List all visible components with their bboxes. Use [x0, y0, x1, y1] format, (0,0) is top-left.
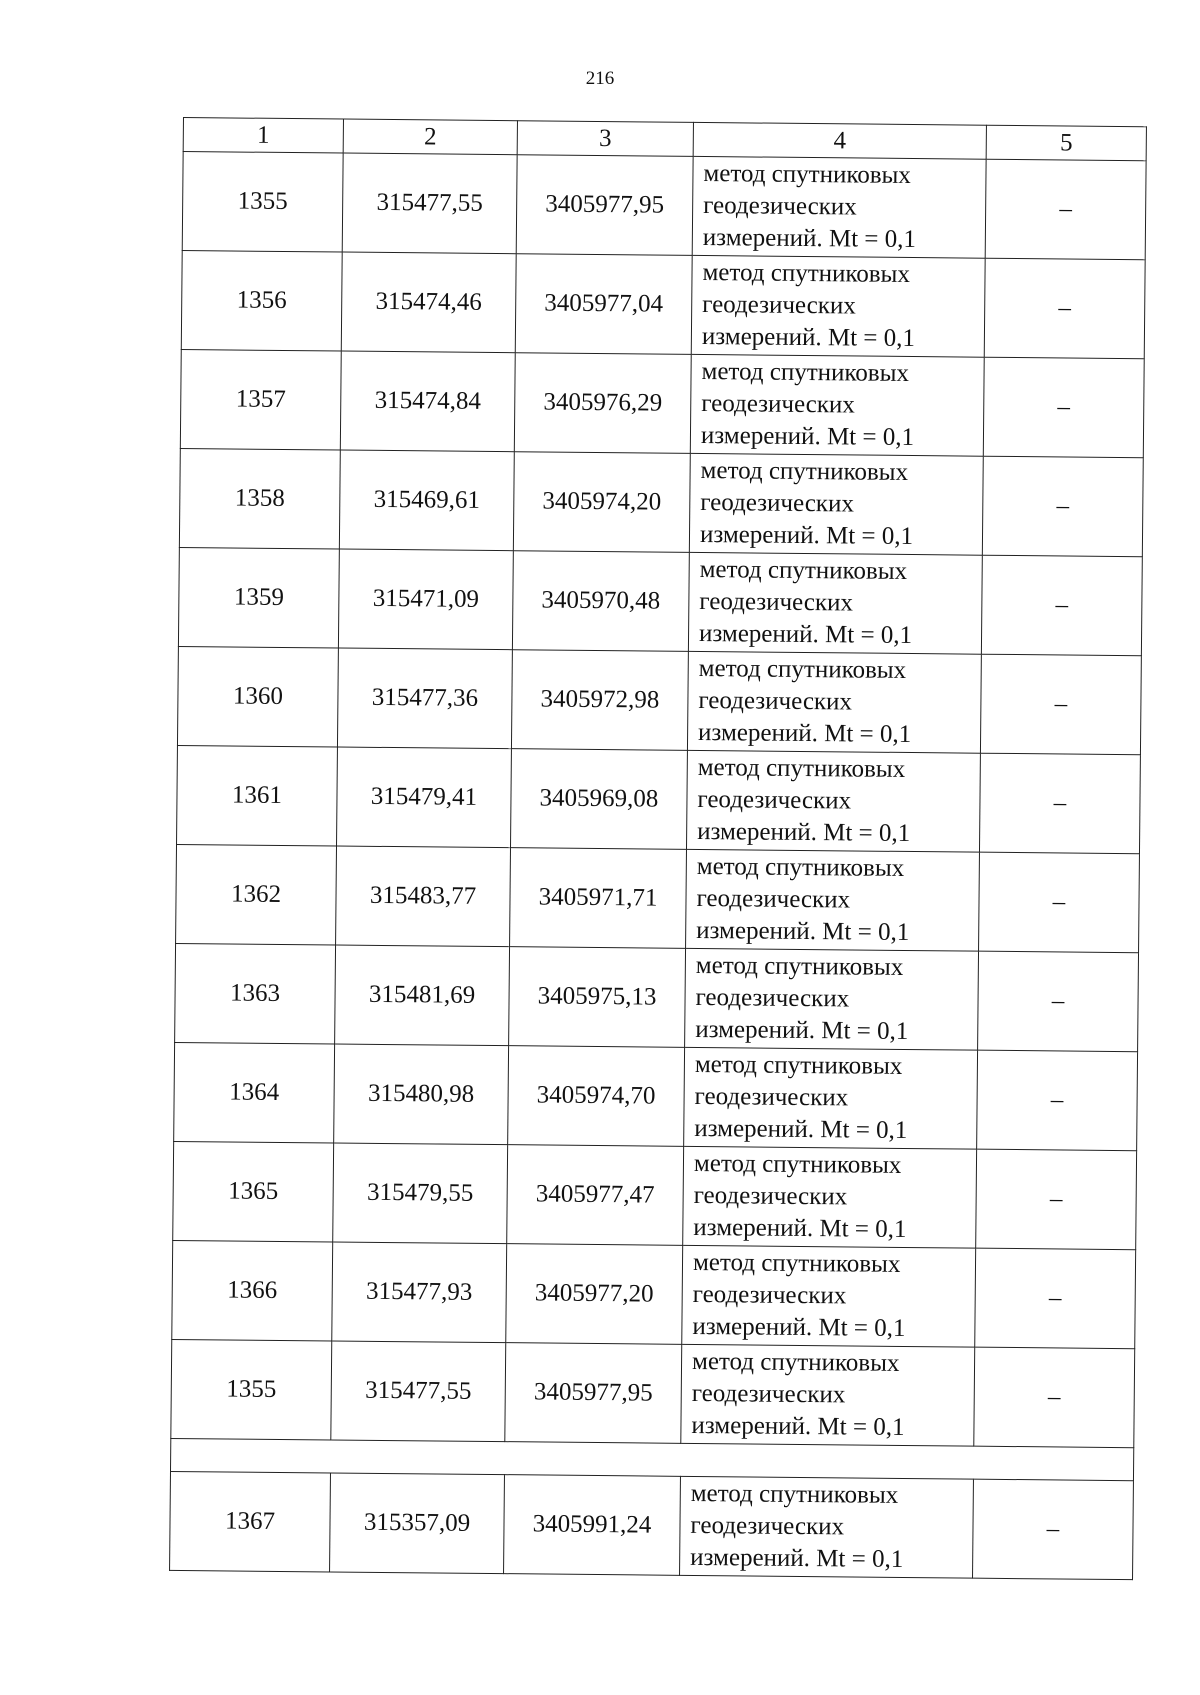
method-line: измерений. Mt = 0,1	[699, 520, 914, 551]
method-cell	[690, 354, 984, 456]
table-row	[174, 1042, 1138, 1150]
note-cell: –	[980, 654, 1141, 755]
method-line: геодезических	[697, 785, 852, 815]
y-coordinate-cell: 3405977,04	[515, 254, 692, 355]
y-coordinate-cell: 3405977,47	[507, 1145, 684, 1246]
method-cell	[683, 1146, 977, 1248]
note-cell: –	[983, 357, 1144, 458]
coordinates-table-body	[170, 118, 1147, 1580]
note-cell: –	[976, 1149, 1137, 1250]
method-cell	[692, 156, 986, 258]
method-line: измерений. Mt = 0,1	[700, 421, 915, 452]
method-line: измерений. Mt = 0,1	[695, 1015, 909, 1046]
y-coordinate-cell: 3405972,98	[511, 650, 688, 751]
method-line: метод спутниковых	[703, 159, 912, 189]
method-line: измерений. Mt = 0,1	[693, 1213, 907, 1243]
point-number-cell: 1355	[171, 1339, 332, 1440]
method-cell	[687, 651, 981, 753]
point-number-cell: 1359	[178, 547, 339, 648]
table-row	[176, 844, 1140, 952]
method-line: измерений. Mt = 0,1	[701, 322, 916, 353]
method-cell	[689, 453, 983, 555]
x-coordinate-cell: 315469,61	[339, 450, 514, 551]
method-line: геодезических	[698, 686, 853, 716]
table-row	[170, 1471, 1134, 1579]
method-line: метод спутниковых	[694, 1050, 903, 1080]
method-line: метод спутниковых	[699, 555, 908, 585]
point-number-cell: 1362	[176, 844, 337, 945]
table-row	[171, 1339, 1135, 1447]
method-cell	[682, 1245, 976, 1347]
method-line: измерений. Mt = 0,1	[698, 619, 913, 650]
table-row	[181, 250, 1145, 358]
method-cell	[686, 849, 980, 951]
coordinates-table	[169, 117, 1147, 1580]
method-line: метод спутниковых	[700, 456, 909, 486]
method-line: измерений. Mt = 0,1	[697, 718, 912, 749]
method-line: измерений. Mt = 0,1	[702, 223, 917, 254]
method-line: геодезических	[690, 1511, 845, 1541]
table-row	[180, 349, 1144, 457]
column-header: 2	[343, 119, 517, 155]
x-coordinate-cell: 315483,77	[336, 846, 511, 947]
method-line: геодезических	[691, 1379, 846, 1409]
method-line: метод спутниковых	[698, 654, 907, 684]
x-coordinate-cell: 315474,46	[341, 252, 516, 353]
method-line: метод спутниковых	[691, 1347, 900, 1377]
note-cell: –	[979, 852, 1140, 953]
point-number-cell: 1357	[180, 349, 341, 450]
note-cell: –	[977, 1050, 1138, 1151]
table-row	[178, 547, 1142, 655]
point-number-cell: 1365	[173, 1141, 334, 1242]
method-line: измерений. Mt = 0,1	[692, 1312, 906, 1342]
point-number-cell: 1355	[182, 152, 343, 253]
method-line: метод спутниковых	[695, 951, 904, 981]
method-line: измерений. Mt = 0,1	[697, 817, 911, 848]
x-coordinate-cell: 315477,93	[332, 1242, 507, 1343]
point-number-cell: 1367	[170, 1471, 331, 1572]
method-line: геодезических	[695, 983, 850, 1013]
x-coordinate-cell: 315481,69	[335, 945, 510, 1046]
y-coordinate-cell: 3405977,95	[516, 155, 693, 256]
method-line: геодезических	[692, 1280, 847, 1310]
method-line: метод спутниковых	[702, 258, 911, 288]
method-line: метод спутниковых	[696, 852, 905, 882]
y-coordinate-cell: 3405975,13	[509, 947, 686, 1048]
method-line: метод спутниковых	[693, 1149, 902, 1179]
point-number-cell: 1361	[177, 745, 338, 846]
method-cell	[686, 750, 980, 852]
table-row	[179, 448, 1143, 556]
x-coordinate-cell: 315477,36	[337, 648, 512, 749]
note-cell: –	[984, 258, 1145, 359]
y-coordinate-cell: 3405977,95	[505, 1343, 682, 1444]
method-cell	[691, 255, 985, 357]
method-cell	[681, 1344, 975, 1446]
table-row	[182, 152, 1146, 260]
column-header: 5	[986, 125, 1146, 161]
method-cell	[684, 1047, 978, 1149]
y-coordinate-cell: 3405969,08	[511, 749, 688, 850]
method-line: измерений. Mt = 0,1	[696, 916, 910, 947]
y-coordinate-cell: 3405974,70	[508, 1046, 685, 1147]
method-line: измерений. Mt = 0,1	[694, 1114, 908, 1144]
method-cell	[688, 552, 982, 654]
method-line: метод спутниковых	[697, 753, 906, 783]
method-cell	[685, 948, 979, 1050]
method-line: метод спутниковых	[690, 1479, 899, 1509]
method-line: геодезических	[693, 1181, 848, 1211]
method-line: измерений. Mt = 0,1	[691, 1411, 905, 1441]
y-coordinate-cell: 3405971,71	[510, 848, 687, 949]
method-line: геодезических	[696, 884, 851, 914]
x-coordinate-cell: 315479,41	[337, 747, 512, 848]
note-cell: –	[979, 753, 1140, 854]
column-header: 3	[517, 121, 693, 157]
method-line: геодезических	[694, 1082, 849, 1112]
method-line: геодезических	[699, 587, 854, 617]
point-number-cell: 1358	[179, 448, 340, 549]
table-row	[175, 943, 1139, 1051]
y-coordinate-cell: 3405977,20	[506, 1244, 683, 1345]
note-cell: –	[982, 456, 1143, 557]
table-row	[177, 745, 1141, 853]
column-header: 1	[183, 118, 343, 154]
x-coordinate-cell: 315471,09	[338, 549, 513, 650]
method-line: геодезических	[703, 191, 857, 221]
note-cell: –	[981, 555, 1142, 656]
note-cell: –	[974, 1347, 1135, 1448]
table-row	[172, 1240, 1136, 1348]
column-header: 4	[693, 122, 986, 159]
method-line: геодезических	[700, 488, 855, 518]
note-cell: –	[975, 1248, 1136, 1349]
note-cell: –	[978, 951, 1139, 1052]
note-cell: –	[985, 159, 1146, 260]
table-row	[177, 646, 1141, 754]
x-coordinate-cell: 315477,55	[331, 1341, 506, 1442]
point-number-cell: 1366	[172, 1240, 333, 1341]
x-coordinate-cell: 315474,84	[340, 351, 515, 452]
point-number-cell: 1360	[177, 646, 338, 747]
method-line: метод спутниковых	[701, 357, 910, 387]
x-coordinate-cell: 315477,55	[342, 153, 517, 254]
method-line: геодезических	[701, 389, 855, 419]
y-coordinate-cell: 3405991,24	[504, 1475, 681, 1576]
method-line: метод спутниковых	[692, 1248, 901, 1278]
y-coordinate-cell: 3405974,20	[513, 452, 690, 553]
y-coordinate-cell: 3405976,29	[514, 353, 691, 454]
note-cell: –	[973, 1479, 1134, 1580]
y-coordinate-cell: 3405970,48	[512, 551, 689, 652]
x-coordinate-cell: 315479,55	[333, 1143, 508, 1244]
table-row	[173, 1141, 1137, 1249]
method-line: геодезических	[702, 290, 856, 320]
point-number-cell: 1364	[174, 1042, 335, 1143]
x-coordinate-cell: 315357,09	[330, 1473, 505, 1574]
page-number: 216	[585, 68, 615, 89]
point-number-cell: 1363	[175, 943, 336, 1044]
method-line: измерений. Mt = 0,1	[690, 1543, 904, 1573]
point-number-cell: 1356	[181, 250, 342, 351]
x-coordinate-cell: 315480,98	[334, 1044, 509, 1145]
method-cell	[680, 1476, 974, 1578]
